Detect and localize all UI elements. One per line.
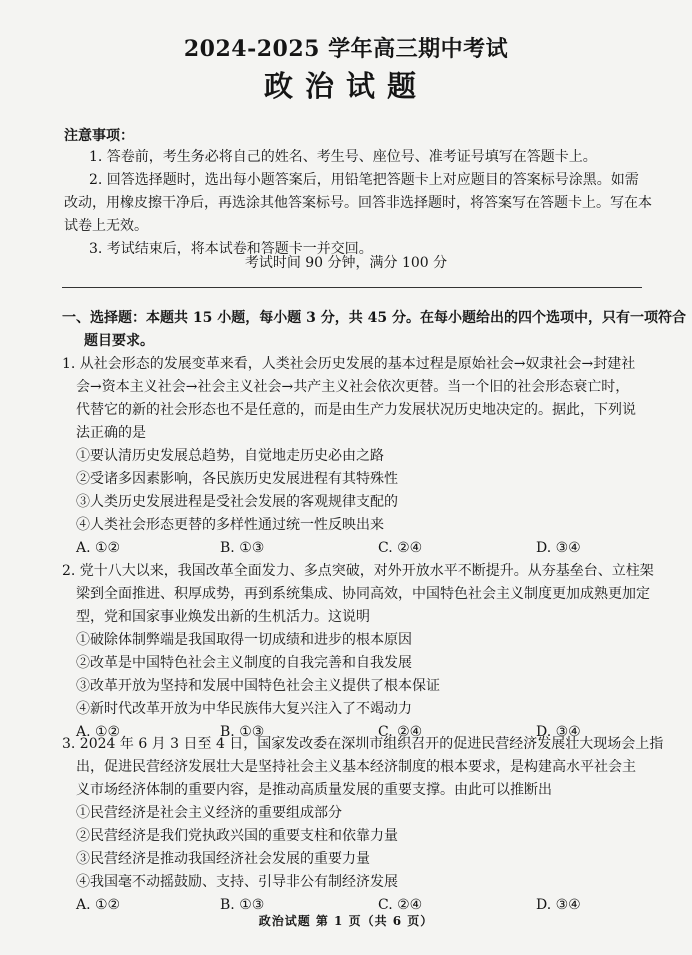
note-line: 1. 答卷前，考生务必将自己的姓名、考生号、座位号、准考证号填写在答题卡上。 <box>89 149 597 165</box>
choice-b: B. ①③ <box>220 724 265 740</box>
statement-option: ③人类历史发展进程是受社会发展的客观规律支配的 <box>76 494 398 510</box>
section-heading-line: 题目要求。 <box>84 333 154 349</box>
question-stem-line: 型，党和国家事业焕发出新的生机活力。这说明 <box>76 609 370 625</box>
question-2 <box>62 560 652 744</box>
note-line: 试卷上无效。 <box>64 218 148 234</box>
question-stem-line: 出，促进民营经济发展壮大是坚持社会主义基本经济制度的根本要求，是构建高水平社会主 <box>76 759 636 775</box>
note-line: 3. 考试结束后，将本试卷和答题卡一并交回。 <box>89 241 373 257</box>
section-heading-line: 一、选择题：本题共 15 小题，每小题 3 分，共 45 分。在每小题给出的四个选项中，只有一项符合 <box>62 310 686 326</box>
statement-option: ①要认清历史发展总趋势，自觉地走历史必由之路 <box>76 448 384 464</box>
note-line: 改动，用橡皮擦干净后，再选涂其他答案标号。回答非选择题时，将答案写在答题卡上。写在本 <box>64 195 652 211</box>
divider <box>62 287 642 288</box>
exam-info: 考试时间 90 分钟，满分 100 分 <box>244 255 448 271</box>
question-stem-line: 1. 从社会形态的发展变革来看，人类社会历史发展的基本过程是原始社会→奴隶社会→封建社 <box>62 356 636 372</box>
question-stem-line: 会→资本主义社会→社会主义社会→共产主义社会依次更替。当一个旧的社会形态衰亡时， <box>76 379 630 395</box>
page-footer: 政治试题 第 1 页（共 6 页） <box>258 914 434 928</box>
answer-choices <box>62 537 652 560</box>
statement-option: ③民营经济是推动我国经济社会发展的重要力量 <box>76 851 370 867</box>
statement-option: ②改革是中国特色社会主义制度的自我完善和自我发展 <box>76 655 412 671</box>
question-stem-line: 法正确的是 <box>76 425 146 441</box>
statement-option: ③改革开放为坚持和发展中国特色社会主义提供了根本保证 <box>76 678 440 694</box>
notes-block <box>64 146 650 261</box>
notes-heading: 注意事项： <box>64 128 134 144</box>
choice-a: A. ①② <box>76 540 121 556</box>
statement-option: ④新时代改革开放为中华民族伟大复兴注入了不竭动力 <box>76 701 412 717</box>
statement-option: ①民营经济是社会主义经济的重要组成部分 <box>76 805 342 821</box>
question-stem-line: 代替它的新的社会形态也不是任意的，而是由生产力发展状况历史地决定的。据此，下列说 <box>76 402 636 418</box>
subject-title: 政治试题 <box>263 69 428 103</box>
choice-b: B. ①③ <box>220 897 265 913</box>
statement-option: ②受诸多因素影响，各民族历史发展进程有其特殊性 <box>76 471 398 487</box>
choice-a: A. ①② <box>76 897 121 913</box>
question-1 <box>62 353 652 560</box>
choice-b: B. ①③ <box>220 540 265 556</box>
choice-a: A. ①② <box>76 724 121 740</box>
choice-c: C. ②④ <box>378 724 423 740</box>
choice-d: D. ③④ <box>536 724 581 740</box>
question-stem-line: 义市场经济体制的重要内容，是推动高质量发展的重要支撑。由此可以推断出 <box>76 782 552 798</box>
question-stem-line: 2. 党十八大以来，我国改革全面发力、多点突破，对外开放水平不断提升。从夯基垒台、立柱架 <box>62 563 654 579</box>
statement-option: ①破除体制弊端是我国取得一切成绩和进步的根本原因 <box>76 632 412 648</box>
statement-option: ④我国毫不动摇鼓励、支持、引导非公有制经济发展 <box>76 874 398 890</box>
choice-c: C. ②④ <box>378 540 423 556</box>
choice-d: D. ③④ <box>536 540 581 556</box>
question-stem-line: 梁到全面推进、积厚成势，再到系统集成、协同高效，中国特色社会主义制度更加成熟更加定 <box>76 586 650 602</box>
question-3 <box>62 733 664 917</box>
note-line: 2. 回答选择题时，选出每小题答案后，用铅笔把答题卡上对应题目的答案标号涂黑。如需 <box>89 172 639 188</box>
statement-option: ②民营经济是我们党执政兴国的重要支柱和依靠力量 <box>76 828 398 844</box>
section-heading <box>62 307 686 353</box>
question-stem-line: 3. 2024 年 6 月 3 日至 4 日，国家发改委在深圳市组织召开的促进民营经济发展壮大现场会上指 <box>62 736 664 752</box>
choice-c: C. ②④ <box>378 897 423 913</box>
statement-option: ④人类社会形态更替的多样性通过统一性反映出来 <box>76 517 384 533</box>
choice-d: D. ③④ <box>536 897 581 913</box>
exam-title: 2024-2025 学年高三期中考试 <box>183 36 509 62</box>
